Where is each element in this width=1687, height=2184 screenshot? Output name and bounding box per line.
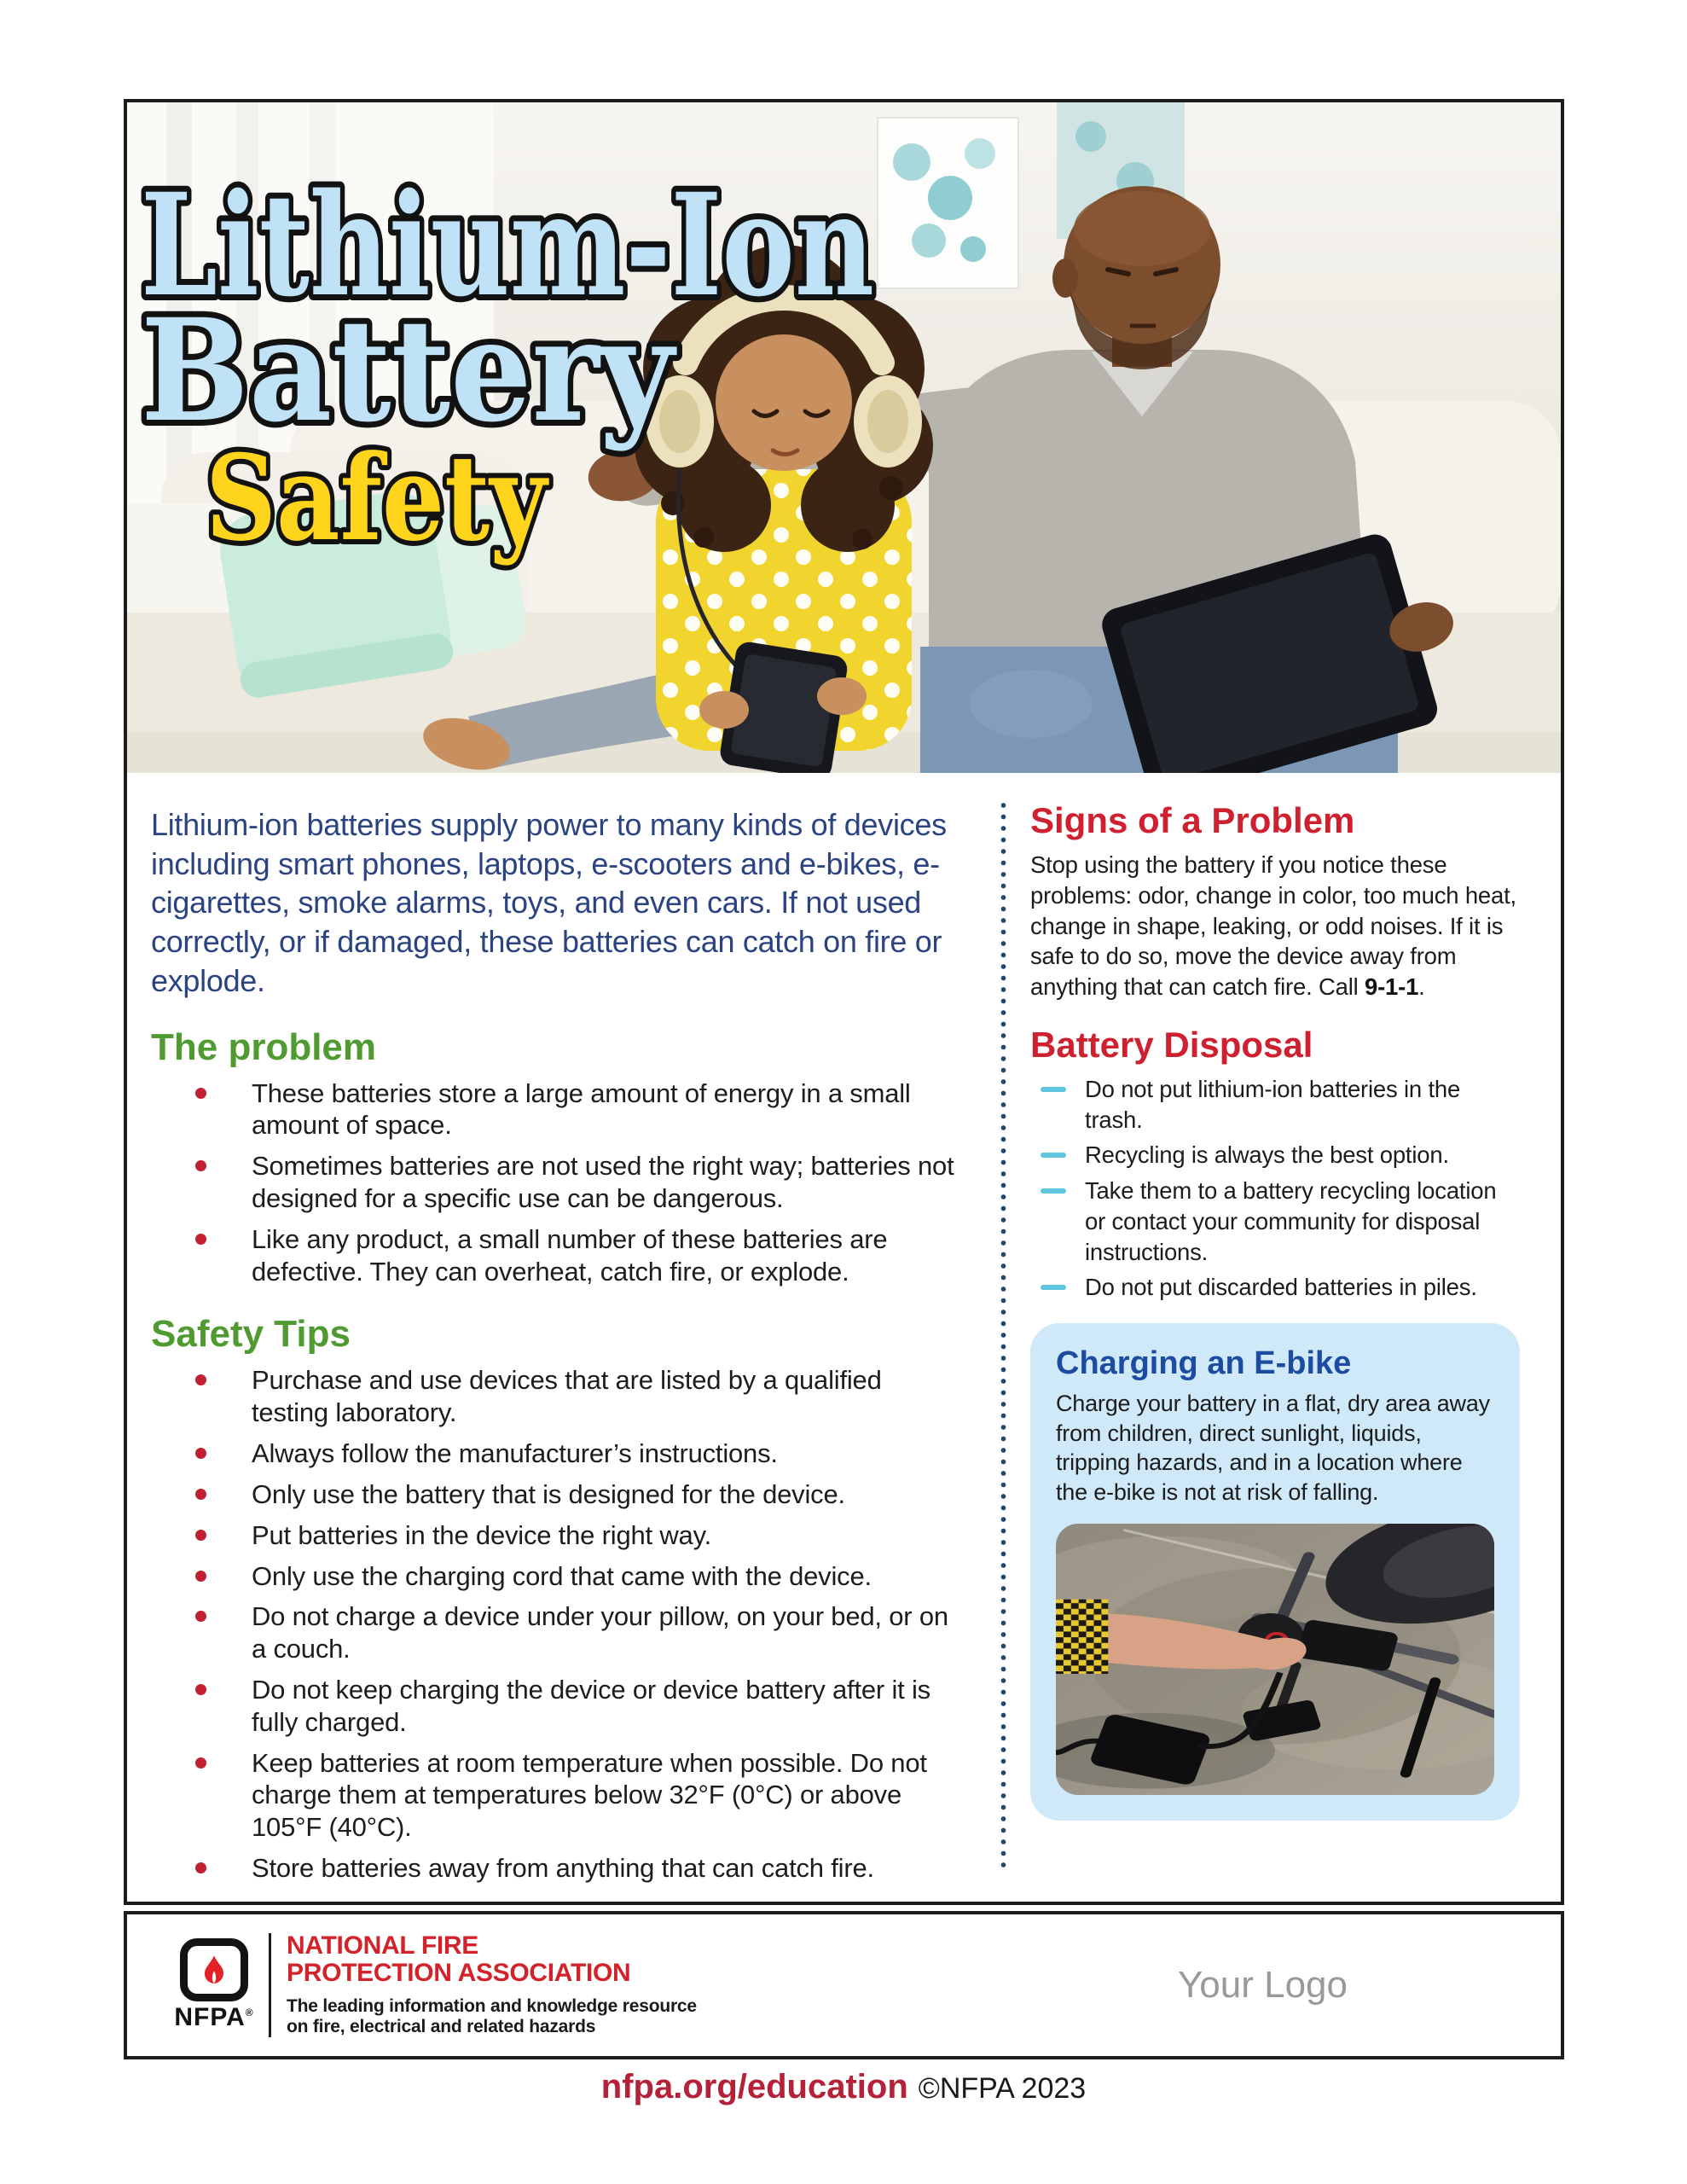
list-item: Recycling is always the best option. (1030, 1140, 1520, 1170)
safety-tips-list (151, 1364, 963, 1884)
bullet-icon (195, 1088, 206, 1099)
bullet-icon (195, 1160, 206, 1171)
intro-paragraph: Lithium-ion batteries supply power to many kinds of devices including smart phones, laptops, e-scooters and e-bikes, e-cigarettes, smoke alarms, toys, and even cars. If not used correctly, or if damaged, these batteries can catch on fire or explode. (151, 807, 947, 998)
safety-tips-heading: Safety Tips (151, 1313, 351, 1356)
footer-credits (0, 2068, 1687, 2106)
bullet-icon (195, 1374, 206, 1385)
disposal-list (1030, 1074, 1520, 1303)
bullet-icon (195, 1684, 206, 1695)
bullet-icon (195, 1489, 206, 1500)
footer-bar (124, 1911, 1564, 2059)
list-item: Do not charge a device under your pillow, on your bed, or on a couch. (151, 1600, 963, 1665)
page (124, 99, 1564, 1905)
org-name-line1: NATIONAL FIRE (287, 1931, 478, 1960)
title-line3: Safety (206, 428, 550, 567)
dash-icon (1041, 1188, 1066, 1194)
list-item: Take them to a battery recycling location or contact your community for disposal instructions. (1030, 1176, 1520, 1267)
content-columns (127, 773, 1561, 1893)
title-line2: Battery (141, 288, 677, 453)
copyright-text: ©NFPA 2023 (918, 2072, 1087, 2105)
dash-icon (1041, 1087, 1066, 1092)
bullet-icon (195, 1448, 206, 1459)
your-logo-placeholder: Your Logo (1177, 1964, 1348, 2006)
list-item: Do not put discarded batteries in piles. (1030, 1272, 1520, 1303)
nfpa-flame-icon (180, 1938, 248, 2001)
ebike-photo (1056, 1524, 1494, 1795)
list-item: Do not keep charging the device or device battery after it is fully charged. (151, 1674, 963, 1739)
nfpa-logo (173, 1938, 255, 2032)
footer-divider (269, 1933, 271, 2037)
education-link[interactable]: nfpa.org/education (600, 2068, 908, 2106)
signs-heading: Signs of a Problem (1030, 800, 1355, 840)
bullet-icon (195, 1571, 206, 1582)
list-item: Only use the charging cord that came with the device. (151, 1560, 963, 1593)
registered-mark: ® (245, 2007, 254, 2018)
list-item: Store batteries away from anything that can catch fire. (151, 1852, 963, 1885)
list-item: These batteries store a large amount of energy in a small amount of space. (151, 1077, 963, 1142)
list-item: Put batteries in the device the right way. (151, 1519, 963, 1552)
ebike-paragraph: Charge your battery in a flat, dry area away from children, direct sunlight, liquids, tripping hazards, and in a location where the e-bike is not at risk of falling. (1056, 1391, 1490, 1505)
list-item: Purchase and use devices that are listed by a qualified testing laboratory. (151, 1364, 963, 1429)
org-block (287, 1932, 697, 2038)
disposal-heading: Battery Disposal (1030, 1024, 1313, 1065)
title-line1: Lithium-Ion (141, 162, 874, 328)
list-item: Keep batteries at room temperature when possible. Do not charge them at temperatures below 32°F (0°C) or above 105°F (40°C). (151, 1747, 963, 1844)
list-item: Do not put lithium-ion batteries in the trash. (1030, 1074, 1520, 1136)
list-item: Sometimes batteries are not used the right way; batteries not designed for a specific use can be dangerous. (151, 1150, 963, 1215)
page-title (127, 102, 1065, 580)
org-tagline-line1: The leading information and knowledge resource (287, 1995, 697, 2016)
bullet-icon (195, 1862, 206, 1873)
dash-icon (1041, 1153, 1066, 1158)
list-item: Only use the battery that is designed for the device. (151, 1478, 963, 1511)
bullet-icon (195, 1234, 206, 1245)
signs-paragraph: Stop using the battery if you notice these problems: odor, change in color, too much heat, change in shape, leaking, or odd noises. If it is safe to do so, move the device away from anything that can catch fire. Call 9-1-1. (1030, 851, 1516, 1000)
right-column (1030, 800, 1520, 1821)
left-column (151, 800, 963, 1893)
org-name-line2: PROTECTION ASSOCIATION (287, 1959, 631, 1988)
column-divider (1000, 800, 1006, 1868)
ebike-callout (1030, 1323, 1520, 1821)
org-tagline-line2: on fire, electrical and related hazards (287, 2017, 596, 2037)
emergency-number: 9-1-1 (1364, 973, 1419, 1000)
ebike-photo-illustration (1056, 1524, 1494, 1795)
ebike-heading: Charging an E-bike (1056, 1345, 1352, 1381)
hero-photo (127, 102, 1561, 773)
nfpa-logo-text: NFPA® (174, 2003, 254, 2031)
bullet-icon (195, 1530, 206, 1541)
bullet-icon (195, 1757, 206, 1769)
flame-icon (197, 1953, 231, 1987)
list-item: Like any product, a small number of these batteries are defective. They can overheat, catch fire, or explode. (151, 1223, 963, 1288)
dash-icon (1041, 1285, 1066, 1290)
problem-list (151, 1077, 963, 1288)
list-item: Always follow the manufacturer’s instructions. (151, 1438, 963, 1470)
bullet-icon (195, 1611, 206, 1622)
problem-heading: The problem (151, 1025, 377, 1068)
